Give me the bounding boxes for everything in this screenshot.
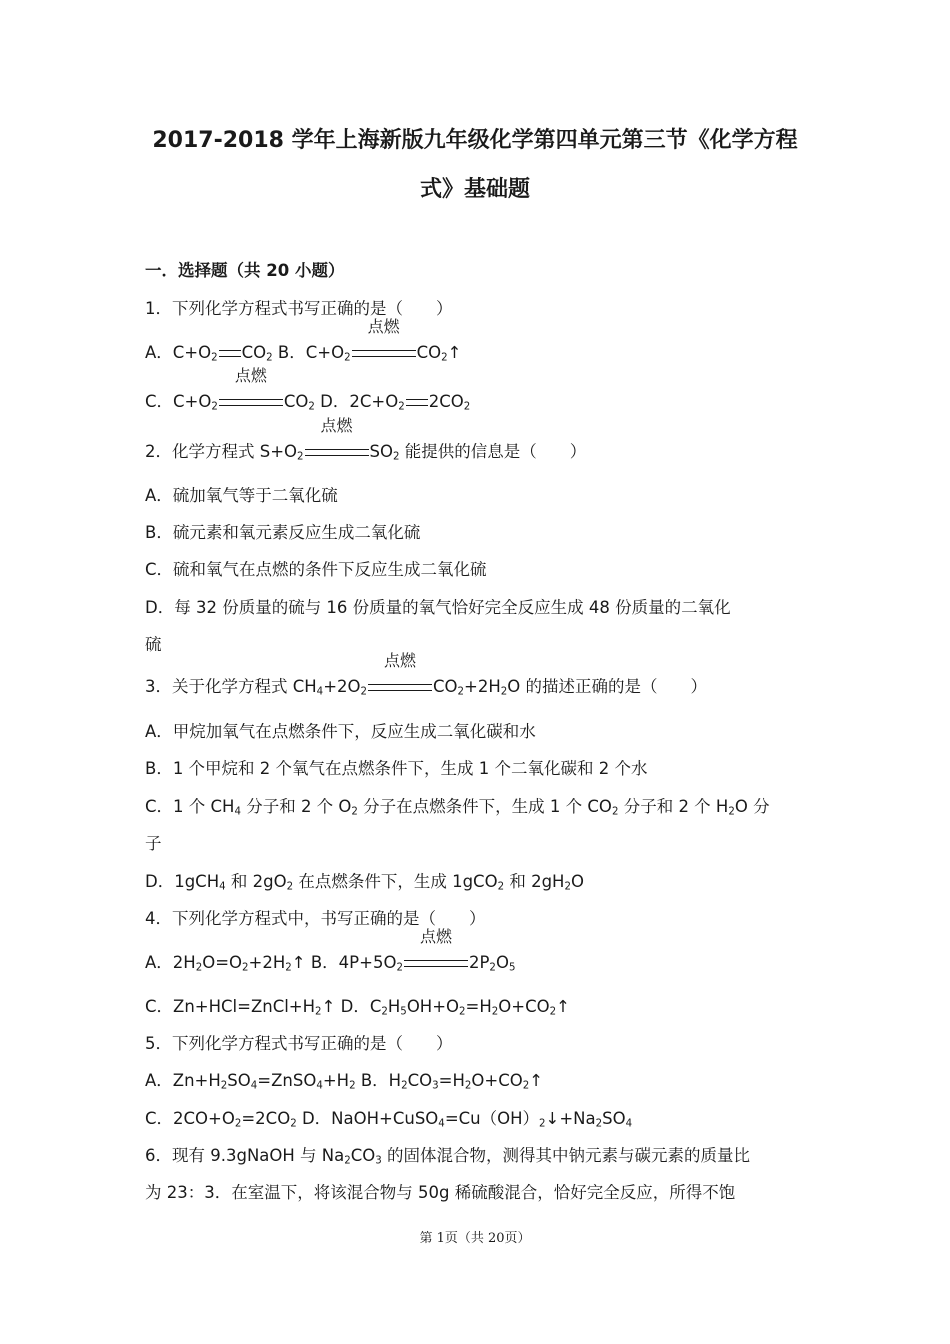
text-segment: CO [416,343,442,362]
text-segment: C．2CO+O [145,1109,235,1128]
text-segment: O 分 [734,797,770,816]
question-line [145,869,810,895]
text-segment: ↑ [529,1071,544,1090]
text-segment: D．1gCH [145,872,220,891]
subscript: 2 [360,686,368,698]
text-segment: CO [241,343,267,362]
subscript: 2 [349,1080,356,1092]
reaction-condition-arrow [219,366,283,415]
text-segment: O=O [202,953,243,972]
text-segment: D．2C+O [314,392,399,411]
subscript: 2 [595,1118,603,1130]
question-line [145,1143,810,1169]
question-line [145,719,810,745]
question-line [145,831,810,857]
text-segment: SO [227,1071,251,1090]
subscript: 2 [220,1080,228,1092]
text-segment: 的固体混合物，测得其中钠元素与碳元素的质量比 [381,1146,751,1165]
subscript: 4 [316,1080,323,1092]
text-segment: =H [438,1071,465,1090]
text-segment: 硫 [145,635,162,654]
subscript: 5 [400,1006,407,1018]
text-segment: CO [283,392,309,411]
subscript: 2 [315,1006,322,1018]
subscript: 2 [195,962,203,974]
subscript: 2 [522,1080,530,1092]
section-heading: 一．选择题（共 20 小题） [145,261,345,280]
double-bar [219,350,241,357]
text-segment: ↑ [556,997,570,1016]
text-segment: O 的描述正确的是（ ） [507,677,708,696]
text-segment: =Cu（OH） [444,1109,540,1128]
subscript: 2 [464,1080,472,1092]
text-segment: 分子和 2 个 O [240,797,352,816]
text-segment: 能提供的信息是（ ） [399,442,587,461]
text-segment: =2CO [241,1109,291,1128]
subscript: 4 [250,1080,258,1092]
subscript: 2 [459,1006,466,1018]
subscript: 2 [489,962,496,974]
double-bar [368,684,432,691]
subscript: 2 [396,962,403,974]
question-line [145,520,810,546]
subscript: 2 [297,451,304,463]
text-segment: SO [602,1109,626,1128]
text-segment: 分子在点燃条件下，生成 1 个 CO [357,797,612,816]
subscript: 2 [539,1118,546,1130]
text-segment: +2H [464,677,501,696]
reaction-condition-arrow [404,927,468,976]
text-segment: C．Zn+HCl=ZnCl+H [145,997,316,1016]
text-segment: CO [433,677,458,696]
text-segment: +H [322,1071,350,1090]
text-segment: 1．下列化学方程式书写正确的是（ ） [145,299,453,318]
text-segment: C．硫和氧气在点燃的条件下反应生成二氧化硫 [145,560,487,579]
subscript: 2 [381,1006,388,1018]
document-title-line-2: 式》基础题 [419,177,530,202]
question-line [145,1031,810,1057]
text-segment: A．2H [145,953,196,972]
question-line [145,906,810,932]
subscript: 2 [242,962,249,974]
subscript: 2 [463,401,471,413]
subscript: 2 [500,686,508,698]
subscript: 4 [316,686,324,698]
document-title-line-1: 2017-2018 学年上海新版九年级化学第四单元第三节《化学方程 [152,128,798,153]
subscript: 4 [219,881,226,893]
text-segment: 6．现有 9.3gNaOH 与 Na [145,1146,345,1165]
text-segment: A．甲烷加氧气在点燃条件下，反应生成二氧化碳和水 [145,722,536,741]
text-segment: ↑ [447,343,462,362]
text-segment: C．C+O [145,392,212,411]
text-segment: 2CO [428,392,464,411]
question-line [145,994,810,1020]
text-segment: ↑ D．C [321,997,382,1016]
question-line [145,317,810,366]
reaction-condition-label: 点燃 [419,927,452,946]
text-segment: 为 23：3．在室温下，将该混合物与 50g 稀硫酸混合，恰好完全反应，所得不饱 [145,1183,736,1202]
text-segment: O+CO [471,1071,523,1090]
text-segment: D．每 32 份质量的硫与 16 份质量的氧气恰好完全反应生成 48 份质量的二氧化 [145,598,731,617]
equals-sign [219,340,241,366]
question-line [145,1106,810,1132]
question-line [145,296,810,322]
text-segment: 3．关于化学方程式 CH [145,677,317,696]
text-segment: B．硫元素和氧元素反应生成二氧化硫 [145,523,421,542]
subscript: 2 [728,806,735,818]
subscript: 2 [344,1155,351,1167]
reaction-condition-label: 点燃 [234,366,267,385]
text-segment: A．C+O [145,343,212,362]
question-line [145,483,810,509]
text-segment: 和 2gH [504,872,565,891]
subscript: 2 [211,352,218,364]
text-segment: 在点燃条件下，生成 1gCO [293,872,498,891]
text-segment: 分子和 2 个 H [618,797,729,816]
reaction-condition-arrow [368,651,432,700]
subscript: 2 [266,352,273,364]
subscript: 4 [438,1118,445,1130]
text-segment: O [495,953,509,972]
text-segment: A．Zn+H [145,1071,221,1090]
text-segment: O+CO [498,997,550,1016]
subscript: 3 [432,1080,439,1092]
question-line [145,366,810,415]
text-segment: B．1 个甲烷和 2 个氧气在点燃条件下，生成 1 个二氧化碳和 2 个水 [145,759,648,778]
question-line [145,1180,810,1206]
subscript: 2 [344,352,351,364]
subscript: 2 [351,806,358,818]
text-segment: 2．化学方程式 S+O [145,442,298,461]
double-bar [219,399,283,406]
text-segment: CO [350,1146,376,1165]
text-segment: +2H [248,953,286,972]
reaction-condition-arrow [305,416,369,465]
text-segment: O [570,872,584,891]
subscript: 2 [398,401,405,413]
question-line [145,756,810,782]
double-bar [404,960,468,967]
text-segment: B．C+O [272,343,345,362]
text-segment: D．NaOH+CuSO [296,1109,439,1128]
question-line [145,416,810,465]
text-segment: A．硫加氧气等于二氧化硫 [145,486,338,505]
page-footer: 第 1页（共 20页） [419,1231,531,1246]
subscript: 2 [611,806,619,818]
question-line [145,595,810,621]
subscript: 3 [375,1155,382,1167]
subscript: 5 [508,962,516,974]
double-bar [305,449,369,456]
reaction-condition-arrow [352,317,416,366]
text-segment: 和 2gO [225,872,287,891]
text-segment: 子 [145,834,162,853]
question-line [145,1068,810,1094]
text-segment: CO [407,1071,433,1090]
subscript: 2 [491,1006,499,1018]
subscript: 2 [497,881,505,893]
question-line [145,632,810,658]
subscript: 2 [308,401,315,413]
reaction-condition-label: 点燃 [320,416,353,435]
text-segment: SO [369,442,394,461]
question-line [145,557,810,583]
subscript: 2 [234,1118,242,1130]
subscript: 2 [211,401,218,413]
text-segment: =ZnSO [257,1071,317,1090]
subscript: 2 [549,1006,557,1018]
double-bar [352,350,416,357]
subscript: 2 [457,686,465,698]
text-segment: ↑ B．4P+5O [291,953,397,972]
subscript: 2 [441,352,448,364]
text-segment: 2P [468,953,490,972]
text-segment: OH+O [406,997,460,1016]
subscript: 2 [401,1080,408,1092]
text-segment: H [387,997,401,1016]
subscript: 4 [625,1118,633,1130]
subscript: 2 [285,962,292,974]
reaction-condition-label: 点燃 [367,317,400,336]
text-segment: 5．下列化学方程式书写正确的是（ ） [145,1034,453,1053]
double-bar [406,399,428,406]
question-line [145,651,810,700]
subscript: 2 [564,881,571,893]
question-line [145,927,810,976]
equals-sign [406,389,428,415]
reaction-condition-label: 点燃 [384,651,417,670]
subscript: 2 [393,451,400,463]
question-line [145,794,810,820]
text-segment: =H [465,997,492,1016]
text-segment: ↓+Na [545,1109,596,1128]
text-segment: 4．下列化学方程式中，书写正确的是（ ） [145,909,486,928]
text-segment: +2O [323,677,361,696]
text-segment: C．1 个 CH [145,797,235,816]
subscript: 2 [286,881,294,893]
subscript: 4 [234,806,241,818]
subscript: 2 [290,1118,297,1130]
text-segment: B．H [355,1071,402,1090]
